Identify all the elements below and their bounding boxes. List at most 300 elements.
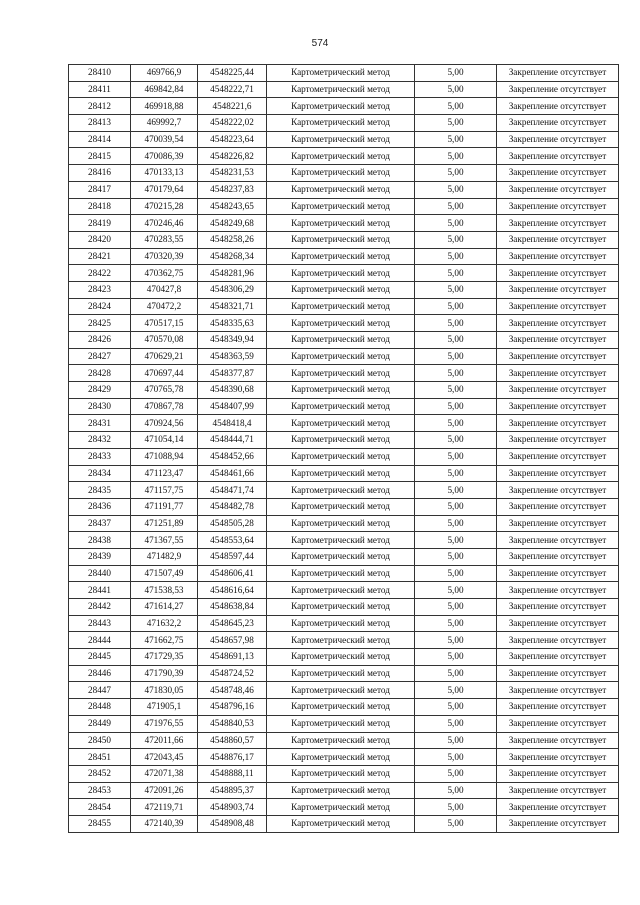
accuracy-cell: 5,00 [415,749,497,766]
y-coordinate-cell: 4548231,53 [198,165,267,182]
status-cell: Закрепление отсутствует [497,281,619,298]
accuracy-cell: 5,00 [415,532,497,549]
table-row [69,582,619,599]
status-cell: Закрепление отсутствует [497,515,619,532]
point-number-cell: 28439 [69,548,131,565]
x-coordinate-cell: 470133,13 [131,165,198,182]
x-coordinate-cell: 471507,49 [131,565,198,582]
point-number-cell: 28423 [69,281,131,298]
table-row [69,332,619,349]
table-row [69,65,619,82]
x-coordinate-cell: 471054,14 [131,432,198,449]
accuracy-cell: 5,00 [415,131,497,148]
point-number-cell: 28412 [69,98,131,115]
accuracy-cell: 5,00 [415,298,497,315]
status-cell: Закрепление отсутствует [497,115,619,132]
table-row [69,415,619,432]
table-row [69,749,619,766]
point-number-cell: 28417 [69,181,131,198]
x-coordinate-cell: 471662,75 [131,632,198,649]
point-number-cell: 28413 [69,115,131,132]
table-row [69,599,619,616]
accuracy-cell: 5,00 [415,615,497,632]
x-coordinate-cell: 471088,94 [131,448,198,465]
method-cell: Картометрический метод [267,65,415,82]
accuracy-cell: 5,00 [415,382,497,399]
status-cell: Закрепление отсутствует [497,732,619,749]
x-coordinate-cell: 469992,7 [131,115,198,132]
method-cell: Картометрический метод [267,799,415,816]
x-coordinate-cell: 471614,27 [131,599,198,616]
table-row [69,98,619,115]
table-row [69,181,619,198]
y-coordinate-cell: 4548645,23 [198,615,267,632]
point-number-cell: 28420 [69,231,131,248]
point-number-cell: 28455 [69,815,131,832]
x-coordinate-cell: 471905,1 [131,699,198,716]
status-cell: Закрепление отсутствует [497,81,619,98]
table-row [69,148,619,165]
y-coordinate-cell: 4548461,66 [198,465,267,482]
accuracy-cell: 5,00 [415,665,497,682]
status-cell: Закрепление отсутствует [497,365,619,382]
status-cell: Закрепление отсутствует [497,398,619,415]
table-row [69,548,619,565]
y-coordinate-cell: 4548363,59 [198,348,267,365]
x-coordinate-cell: 471123,47 [131,465,198,482]
x-coordinate-cell: 470215,28 [131,198,198,215]
x-coordinate-cell: 471830,05 [131,682,198,699]
point-number-cell: 28435 [69,482,131,499]
status-cell: Закрепление отсутствует [497,298,619,315]
accuracy-cell: 5,00 [415,765,497,782]
accuracy-cell: 5,00 [415,332,497,349]
status-cell: Закрепление отсутствует [497,715,619,732]
method-cell: Картометрический метод [267,148,415,165]
y-coordinate-cell: 4548482,78 [198,498,267,515]
y-coordinate-cell: 4548724,52 [198,665,267,682]
accuracy-cell: 5,00 [415,482,497,499]
accuracy-cell: 5,00 [415,115,497,132]
accuracy-cell: 5,00 [415,432,497,449]
method-cell: Картометрический метод [267,165,415,182]
x-coordinate-cell: 471729,35 [131,649,198,666]
status-cell: Закрепление отсутствует [497,231,619,248]
status-cell: Закрепление отсутствует [497,65,619,82]
method-cell: Картометрический метод [267,265,415,282]
method-cell: Картометрический метод [267,198,415,215]
status-cell: Закрепление отсутствует [497,181,619,198]
method-cell: Картометрический метод [267,281,415,298]
table-row [69,165,619,182]
y-coordinate-cell: 4548638,84 [198,599,267,616]
x-coordinate-cell: 470697,44 [131,365,198,382]
x-coordinate-cell: 470924,56 [131,415,198,432]
point-number-cell: 28433 [69,448,131,465]
table-row [69,532,619,549]
accuracy-cell: 5,00 [415,198,497,215]
y-coordinate-cell: 4548888,11 [198,765,267,782]
status-cell: Закрепление отсутствует [497,198,619,215]
accuracy-cell: 5,00 [415,315,497,332]
point-number-cell: 28448 [69,699,131,716]
point-number-cell: 28437 [69,515,131,532]
method-cell: Картометрический метод [267,181,415,198]
x-coordinate-cell: 470570,08 [131,332,198,349]
x-coordinate-cell: 472119,71 [131,799,198,816]
accuracy-cell: 5,00 [415,365,497,382]
table-row [69,298,619,315]
method-cell: Картометрический метод [267,815,415,832]
accuracy-cell: 5,00 [415,181,497,198]
method-cell: Картометрический метод [267,81,415,98]
point-number-cell: 28450 [69,732,131,749]
method-cell: Картометрический метод [267,732,415,749]
status-cell: Закрепление отсутствует [497,532,619,549]
point-number-cell: 28447 [69,682,131,699]
accuracy-cell: 5,00 [415,699,497,716]
accuracy-cell: 5,00 [415,248,497,265]
status-cell: Закрепление отсутствует [497,265,619,282]
y-coordinate-cell: 4548243,65 [198,198,267,215]
point-number-cell: 28438 [69,532,131,549]
method-cell: Картометрический метод [267,348,415,365]
table-row [69,131,619,148]
table-row [69,482,619,499]
status-cell: Закрепление отсутствует [497,765,619,782]
y-coordinate-cell: 4548452,66 [198,448,267,465]
x-coordinate-cell: 471157,75 [131,482,198,499]
x-coordinate-cell: 470039,54 [131,131,198,148]
x-coordinate-cell: 470427,8 [131,281,198,298]
y-coordinate-cell: 4548908,48 [198,815,267,832]
table-row [69,448,619,465]
x-coordinate-cell: 469918,88 [131,98,198,115]
method-cell: Картометрический метод [267,332,415,349]
method-cell: Картометрический метод [267,565,415,582]
table-row [69,281,619,298]
table-row [69,81,619,98]
point-number-cell: 28432 [69,432,131,449]
status-cell: Закрепление отсутствует [497,448,619,465]
point-number-cell: 28419 [69,215,131,232]
y-coordinate-cell: 4548335,63 [198,315,267,332]
table-row [69,732,619,749]
point-number-cell: 28426 [69,332,131,349]
method-cell: Картометрический метод [267,448,415,465]
method-cell: Картометрический метод [267,582,415,599]
point-number-cell: 28449 [69,715,131,732]
y-coordinate-cell: 4548505,28 [198,515,267,532]
accuracy-cell: 5,00 [415,649,497,666]
x-coordinate-cell: 472140,39 [131,815,198,832]
accuracy-cell: 5,00 [415,582,497,599]
x-coordinate-cell: 470283,55 [131,231,198,248]
status-cell: Закрепление отсутствует [497,332,619,349]
status-cell: Закрепление отсутствует [497,382,619,399]
x-coordinate-cell: 470362,75 [131,265,198,282]
x-coordinate-cell: 471482,9 [131,548,198,565]
y-coordinate-cell: 4548221,6 [198,98,267,115]
accuracy-cell: 5,00 [415,632,497,649]
y-coordinate-cell: 4548597,44 [198,548,267,565]
y-coordinate-cell: 4548349,94 [198,332,267,349]
y-coordinate-cell: 4548903,74 [198,799,267,816]
status-cell: Закрепление отсутствует [497,799,619,816]
accuracy-cell: 5,00 [415,265,497,282]
point-number-cell: 28429 [69,382,131,399]
x-coordinate-cell: 469842,84 [131,81,198,98]
method-cell: Картометрический метод [267,765,415,782]
table-row [69,565,619,582]
point-number-cell: 28414 [69,131,131,148]
status-cell: Закрепление отсутствует [497,315,619,332]
point-number-cell: 28430 [69,398,131,415]
status-cell: Закрепление отсутствует [497,248,619,265]
y-coordinate-cell: 4548268,34 [198,248,267,265]
accuracy-cell: 5,00 [415,782,497,799]
point-number-cell: 28427 [69,348,131,365]
status-cell: Закрепление отсутствует [497,548,619,565]
y-coordinate-cell: 4548657,98 [198,632,267,649]
y-coordinate-cell: 4548222,02 [198,115,267,132]
accuracy-cell: 5,00 [415,682,497,699]
table-row [69,432,619,449]
accuracy-cell: 5,00 [415,165,497,182]
status-cell: Закрепление отсутствует [497,782,619,799]
method-cell: Картометрический метод [267,248,415,265]
status-cell: Закрепление отсутствует [497,348,619,365]
y-coordinate-cell: 4548223,64 [198,131,267,148]
status-cell: Закрепление отсутствует [497,682,619,699]
accuracy-cell: 5,00 [415,815,497,832]
x-coordinate-cell: 470246,46 [131,215,198,232]
method-cell: Картометрический метод [267,215,415,232]
table-row [69,231,619,248]
point-number-cell: 28418 [69,198,131,215]
x-coordinate-cell: 470179,64 [131,181,198,198]
accuracy-cell: 5,00 [415,348,497,365]
table-row [69,665,619,682]
x-coordinate-cell: 470320,39 [131,248,198,265]
method-cell: Картометрический метод [267,398,415,415]
method-cell: Картометрический метод [267,665,415,682]
x-coordinate-cell: 472043,45 [131,749,198,766]
point-number-cell: 28416 [69,165,131,182]
table-row [69,632,619,649]
x-coordinate-cell: 470867,78 [131,398,198,415]
y-coordinate-cell: 4548840,53 [198,715,267,732]
table-row [69,782,619,799]
table-row [69,649,619,666]
method-cell: Картометрический метод [267,782,415,799]
point-number-cell: 28446 [69,665,131,682]
method-cell: Картометрический метод [267,231,415,248]
method-cell: Картометрический метод [267,382,415,399]
method-cell: Картометрический метод [267,465,415,482]
accuracy-cell: 5,00 [415,515,497,532]
accuracy-cell: 5,00 [415,398,497,415]
accuracy-cell: 5,00 [415,415,497,432]
accuracy-cell: 5,00 [415,448,497,465]
x-coordinate-cell: 470472,2 [131,298,198,315]
table-row [69,382,619,399]
status-cell: Закрепление отсутствует [497,432,619,449]
method-cell: Картометрический метод [267,432,415,449]
y-coordinate-cell: 4548418,4 [198,415,267,432]
point-number-cell: 28424 [69,298,131,315]
status-cell: Закрепление отсутствует [497,415,619,432]
table-row [69,799,619,816]
method-cell: Картометрический метод [267,98,415,115]
y-coordinate-cell: 4548553,64 [198,532,267,549]
x-coordinate-cell: 471367,55 [131,532,198,549]
x-coordinate-cell: 470086,39 [131,148,198,165]
y-coordinate-cell: 4548876,17 [198,749,267,766]
status-cell: Закрепление отсутствует [497,148,619,165]
y-coordinate-cell: 4548306,29 [198,281,267,298]
table-row [69,498,619,515]
y-coordinate-cell: 4548377,87 [198,365,267,382]
accuracy-cell: 5,00 [415,148,497,165]
point-number-cell: 28415 [69,148,131,165]
point-number-cell: 28425 [69,315,131,332]
x-coordinate-cell: 471976,55 [131,715,198,732]
y-coordinate-cell: 4548471,74 [198,482,267,499]
accuracy-cell: 5,00 [415,465,497,482]
y-coordinate-cell: 4548281,96 [198,265,267,282]
x-coordinate-cell: 472091,26 [131,782,198,799]
table-row [69,699,619,716]
point-number-cell: 28453 [69,782,131,799]
method-cell: Картометрический метод [267,699,415,716]
point-number-cell: 28442 [69,599,131,616]
point-number-cell: 28452 [69,765,131,782]
status-cell: Закрепление отсутствует [497,582,619,599]
status-cell: Закрепление отсутствует [497,215,619,232]
accuracy-cell: 5,00 [415,231,497,248]
method-cell: Картометрический метод [267,415,415,432]
status-cell: Закрепление отсутствует [497,815,619,832]
table-row [69,682,619,699]
status-cell: Закрепление отсутствует [497,665,619,682]
status-cell: Закрепление отсутствует [497,498,619,515]
y-coordinate-cell: 4548606,41 [198,565,267,582]
status-cell: Закрепление отсутствует [497,165,619,182]
accuracy-cell: 5,00 [415,599,497,616]
table-row [69,115,619,132]
accuracy-cell: 5,00 [415,548,497,565]
method-cell: Картометрический метод [267,515,415,532]
y-coordinate-cell: 4548748,46 [198,682,267,699]
x-coordinate-cell: 472071,38 [131,765,198,782]
x-coordinate-cell: 469766,9 [131,65,198,82]
status-cell: Закрепление отсутствует [497,482,619,499]
accuracy-cell: 5,00 [415,81,497,98]
accuracy-cell: 5,00 [415,732,497,749]
method-cell: Картометрический метод [267,715,415,732]
y-coordinate-cell: 4548225,44 [198,65,267,82]
method-cell: Картометрический метод [267,365,415,382]
x-coordinate-cell: 471191,77 [131,498,198,515]
x-coordinate-cell: 470629,21 [131,348,198,365]
table-row [69,515,619,532]
accuracy-cell: 5,00 [415,98,497,115]
method-cell: Картометрический метод [267,315,415,332]
y-coordinate-cell: 4548860,57 [198,732,267,749]
y-coordinate-cell: 4548616,64 [198,582,267,599]
method-cell: Картометрический метод [267,749,415,766]
accuracy-cell: 5,00 [415,281,497,298]
status-cell: Закрепление отсутствует [497,465,619,482]
y-coordinate-cell: 4548796,16 [198,699,267,716]
y-coordinate-cell: 4548321,71 [198,298,267,315]
x-coordinate-cell: 470517,15 [131,315,198,332]
point-number-cell: 28443 [69,615,131,632]
status-cell: Закрепление отсутствует [497,565,619,582]
status-cell: Закрепление отсутствует [497,615,619,632]
y-coordinate-cell: 4548237,83 [198,181,267,198]
status-cell: Закрепление отсутствует [497,599,619,616]
point-number-cell: 28428 [69,365,131,382]
point-number-cell: 28411 [69,81,131,98]
point-number-cell: 28410 [69,65,131,82]
accuracy-cell: 5,00 [415,715,497,732]
coordinates-table-body [69,65,619,833]
y-coordinate-cell: 4548226,82 [198,148,267,165]
status-cell: Закрепление отсутствует [497,699,619,716]
x-coordinate-cell: 471790,39 [131,665,198,682]
accuracy-cell: 5,00 [415,799,497,816]
table-row [69,265,619,282]
table-row [69,315,619,332]
status-cell: Закрепление отсутствует [497,98,619,115]
y-coordinate-cell: 4548249,68 [198,215,267,232]
page-number: 574 [311,38,329,49]
point-number-cell: 28451 [69,749,131,766]
status-cell: Закрепление отсутствует [497,632,619,649]
point-number-cell: 28431 [69,415,131,432]
method-cell: Картометрический метод [267,649,415,666]
point-number-cell: 28444 [69,632,131,649]
y-coordinate-cell: 4548444,71 [198,432,267,449]
table-row [69,198,619,215]
method-cell: Картометрический метод [267,599,415,616]
y-coordinate-cell: 4548407,99 [198,398,267,415]
x-coordinate-cell: 471251,89 [131,515,198,532]
table-row [69,615,619,632]
method-cell: Картометрический метод [267,682,415,699]
method-cell: Картометрический метод [267,498,415,515]
status-cell: Закрепление отсутствует [497,649,619,666]
method-cell: Картометрический метод [267,115,415,132]
method-cell: Картометрический метод [267,615,415,632]
x-coordinate-cell: 472011,66 [131,732,198,749]
table-row [69,365,619,382]
accuracy-cell: 5,00 [415,565,497,582]
table-row [69,765,619,782]
coordinates-table [68,64,619,833]
status-cell: Закрепление отсутствует [497,131,619,148]
table-row [69,398,619,415]
table-row [69,248,619,265]
x-coordinate-cell: 470765,78 [131,382,198,399]
y-coordinate-cell: 4548691,13 [198,649,267,666]
method-cell: Картометрический метод [267,548,415,565]
point-number-cell: 28434 [69,465,131,482]
table-row [69,715,619,732]
method-cell: Картометрический метод [267,131,415,148]
